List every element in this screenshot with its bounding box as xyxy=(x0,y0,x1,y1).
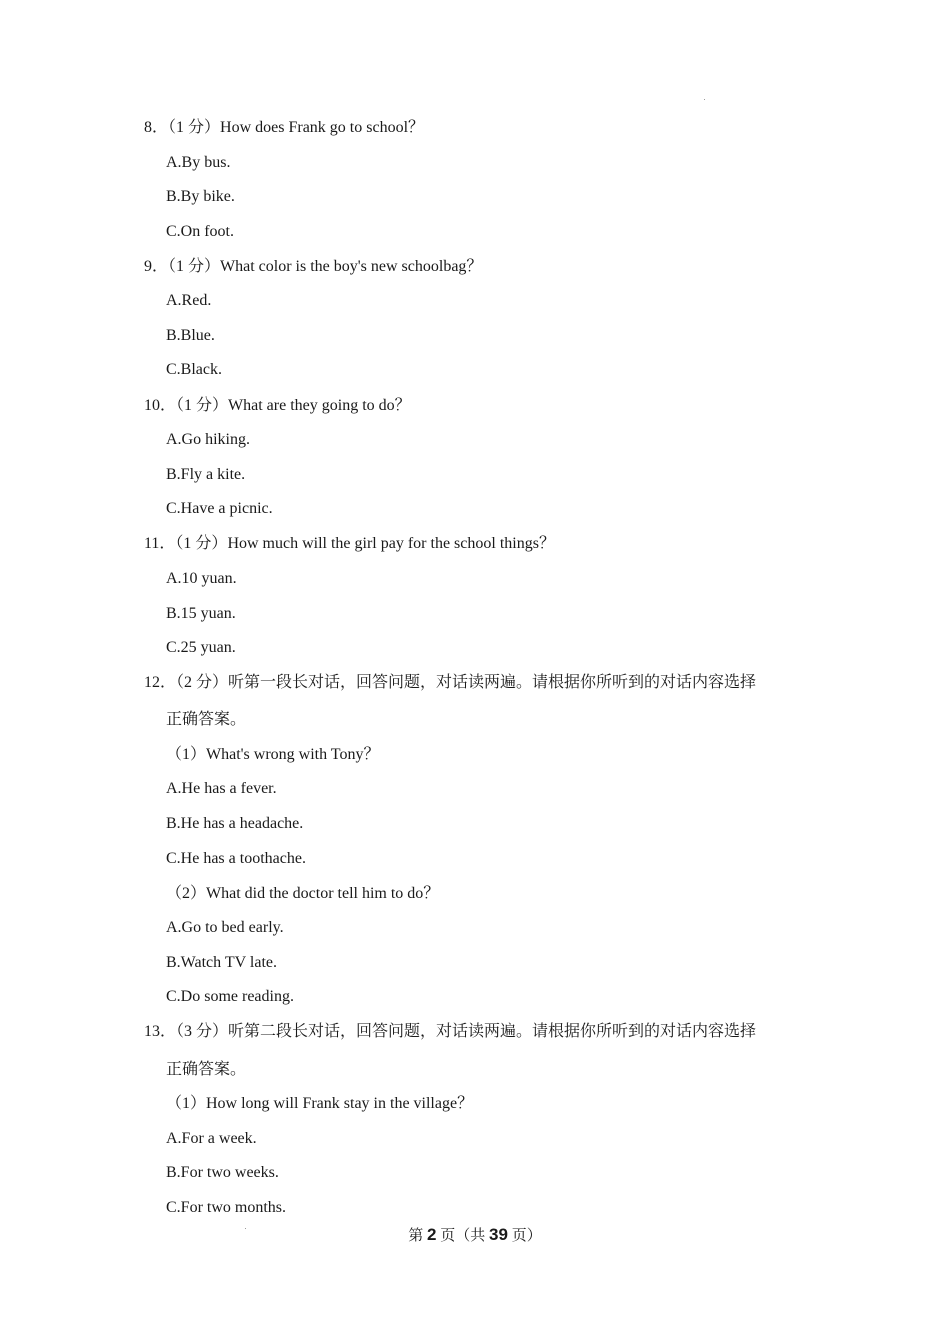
question-11 xyxy=(144,534,555,554)
option-b: B.He has a headache. xyxy=(166,815,304,832)
question-text: How does Frank go to school？ xyxy=(220,119,425,136)
question-13 xyxy=(144,1022,756,1042)
question-number: 9． xyxy=(144,258,169,275)
question-number: 8． xyxy=(144,119,169,136)
footer-prefix: 第 xyxy=(408,1228,428,1244)
option-b: B.Blue. xyxy=(166,327,215,344)
total-pages: 39 xyxy=(489,1225,508,1244)
option-b: B.Watch TV late. xyxy=(166,954,277,971)
option-a: A.Go to bed early. xyxy=(166,919,284,936)
option-c: C.For two months. xyxy=(166,1199,287,1216)
question-text-continued: 正确答案。 xyxy=(166,711,247,728)
question-score: （2 分） xyxy=(176,674,229,691)
question-9 xyxy=(144,257,482,277)
option-a: A.Go hiking. xyxy=(166,431,250,448)
option-c: C.Have a picnic. xyxy=(166,500,273,517)
sub-question-1: （1）How long will Frank stay in the village？ xyxy=(166,1095,474,1112)
question-number: 13． xyxy=(144,1023,177,1040)
question-text: What color is the boy's new schoolbag？ xyxy=(220,258,483,275)
sub-question-2: （2）What did the doctor tell him to do？ xyxy=(166,885,440,902)
question-text: 听第二段长对话，回答问题，对话读两遍。请根据你所听到的对话内容选择 xyxy=(228,1023,757,1040)
page-number: 2 xyxy=(427,1225,437,1244)
option-b: B.For two weeks. xyxy=(166,1164,279,1181)
option-b: B.15 yuan. xyxy=(166,605,236,622)
option-c: C.25 yuan. xyxy=(166,639,236,656)
question-text: How much will the girl pay for the school things？ xyxy=(227,535,555,552)
footer-middle: 页（共 xyxy=(436,1228,490,1244)
option-b: B.Fly a kite. xyxy=(166,466,246,483)
question-number: 10． xyxy=(144,397,177,414)
option-a: A.He has a fever. xyxy=(166,780,277,797)
question-score: （3 分） xyxy=(176,1023,229,1040)
question-score: （1 分） xyxy=(168,119,221,136)
option-b: B.By bike. xyxy=(166,188,235,205)
footer-suffix: 页） xyxy=(507,1228,542,1244)
question-text: 听第一段长对话，回答问题，对话读两遍。请根据你所听到的对话内容选择 xyxy=(228,674,757,691)
option-a: A.Red. xyxy=(166,292,212,309)
page-footer xyxy=(0,1225,950,1246)
question-score: （1 分） xyxy=(176,397,229,414)
question-8 xyxy=(144,118,424,138)
speck-mark xyxy=(704,99,705,100)
option-c: C.He has a toothache. xyxy=(166,850,306,867)
option-a: A.10 yuan. xyxy=(166,570,237,587)
question-number: 11． xyxy=(144,535,176,552)
question-score: （1 分） xyxy=(168,258,221,275)
question-12 xyxy=(144,673,756,693)
question-score: （1 分） xyxy=(175,535,228,552)
option-c: C.Black. xyxy=(166,361,222,378)
question-number: 12． xyxy=(144,674,177,691)
option-a: A.For a week. xyxy=(166,1130,257,1147)
sub-question-1: （1）What's wrong with Tony？ xyxy=(166,746,380,763)
option-a: A.By bus. xyxy=(166,154,231,171)
option-c: C.Do some reading. xyxy=(166,988,294,1005)
question-text: What are they going to do？ xyxy=(228,397,411,414)
question-text-continued: 正确答案。 xyxy=(166,1061,247,1078)
question-10 xyxy=(144,396,411,416)
option-c: C.On foot. xyxy=(166,223,234,240)
